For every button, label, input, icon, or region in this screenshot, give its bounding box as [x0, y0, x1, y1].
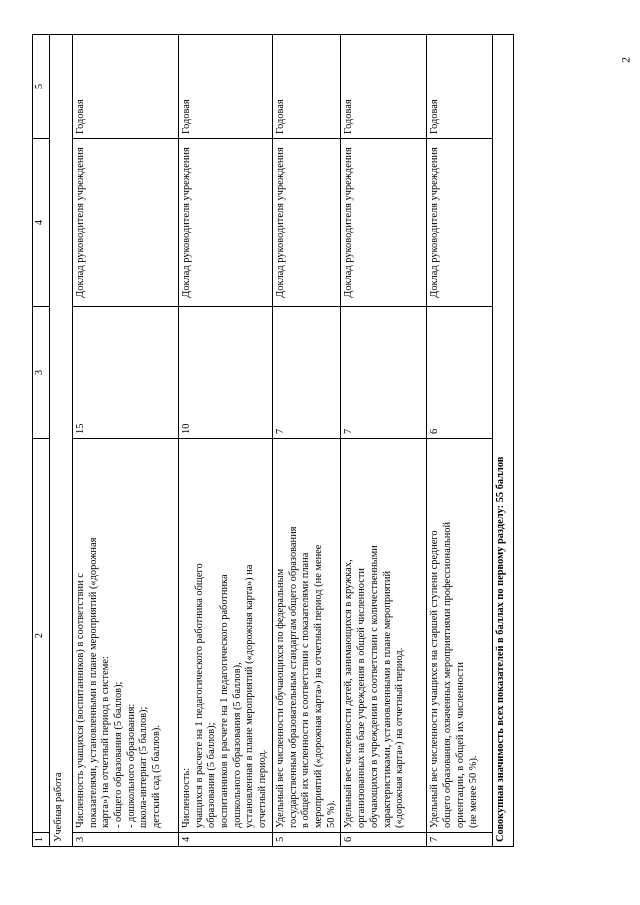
indicator-description	[273, 439, 341, 833]
row-number: 7	[427, 833, 493, 847]
table-row	[341, 35, 427, 847]
description-line: («дорожная карта») на отчетный период.	[394, 647, 406, 828]
description-line: отчетный период.	[257, 749, 269, 828]
indicator-score: 10	[179, 307, 273, 439]
column-number: 5	[33, 35, 50, 139]
indicator-score: 15	[73, 307, 179, 439]
row-number: 5	[273, 833, 341, 847]
indicators-table	[32, 34, 514, 847]
rotated-table-container	[32, 35, 564, 847]
column-number-row	[33, 35, 50, 847]
column-number: 1	[33, 833, 50, 847]
description-line: Численность учащихся (воспитанников) в соответствии с	[75, 573, 86, 828]
indicator-description	[427, 439, 493, 833]
description-line: воспитанников в расчете на 1 педагогического работника	[219, 574, 231, 828]
reporting-period: Годовая	[427, 35, 493, 139]
description-line: Удельный вес численности учащихся на старшей ступени среднего	[429, 530, 441, 828]
table-row	[73, 35, 179, 847]
data-source: Доклад руководителя учреждения	[273, 139, 341, 307]
description-line: 50 %).	[325, 800, 337, 828]
data-source: Доклад руководителя учреждения	[179, 139, 273, 307]
indicator-description	[341, 439, 427, 833]
description-line: общего образования, охваченных мероприятиями профессиональной	[442, 521, 454, 828]
row-number: 6	[341, 833, 427, 847]
data-source: Доклад руководителя учреждения	[341, 139, 427, 307]
column-number: 3	[33, 307, 50, 439]
description-line: в общей их численности в соответствии с показателями плана	[300, 552, 312, 828]
table-row	[427, 35, 493, 847]
table-row	[179, 35, 273, 847]
indicator-description	[179, 439, 273, 833]
description-line: школа-интернат (5 баллов);	[138, 706, 150, 828]
description-line: установленная в плане мероприятий («дорожная карта») на	[244, 564, 256, 828]
section-title: Учебная работа	[50, 35, 73, 847]
page-number: 2	[618, 57, 633, 63]
column-number: 4	[33, 139, 50, 307]
row-number: 4	[179, 833, 273, 847]
description-line: карта») на отчетный период в системе:	[100, 656, 112, 828]
description-line: мероприятий («дорожная карта») на отчетный период (не менее	[313, 544, 325, 828]
description-line: Численность:	[181, 767, 192, 828]
total-significance: Совокупная значимость всех показателей в баллах по первому разделу: 55 баллов	[493, 35, 514, 847]
description-line: (не менее 50 %).	[467, 755, 479, 828]
column-number: 2	[33, 439, 50, 833]
indicator-description	[73, 439, 179, 833]
row-number: 3	[73, 833, 179, 847]
description-line: характеристиками, установленными в плане мероприятий	[381, 570, 393, 828]
description-line: обучающихся в учреждении в соответствии с количественными	[368, 545, 380, 828]
description-line: Удельный вес численности обучающихся по федеральным	[275, 568, 286, 828]
section-row	[50, 35, 73, 847]
total-row	[493, 35, 514, 847]
description-line: Удельный вес численности детей, занимающихся в кружках,	[343, 559, 355, 828]
data-source: Доклад руководителя учреждения	[73, 139, 179, 307]
indicator-score: 6	[427, 307, 493, 439]
indicator-score: 7	[273, 307, 341, 439]
table-row	[273, 35, 341, 847]
description-line: учащихся в расчете на 1 педагогического работника общего	[193, 563, 205, 828]
description-line: - дошкольного образования:	[125, 703, 137, 828]
description-line: государственным образовательным стандартам общего образования	[287, 526, 299, 828]
description-line: - общего образования (5 баллов);	[113, 681, 125, 828]
description-line: дошкольного образования (5 баллов),	[231, 662, 243, 828]
reporting-period: Годовая	[73, 35, 179, 139]
reporting-period: Годовая	[341, 35, 427, 139]
indicator-score: 7	[341, 307, 427, 439]
data-source: Доклад руководителя учреждения	[427, 139, 493, 307]
description-line: образования (5 баллов);	[206, 722, 218, 828]
description-line: детский сад (5 баллов).	[151, 725, 163, 828]
description-line: ориентации, в общей их численности	[454, 662, 466, 828]
description-line: показателями, установленными в плане мероприятий («дорожная	[87, 537, 99, 828]
reporting-period: Годовая	[273, 35, 341, 139]
description-line: организованных на базе учреждения в общей численности	[356, 568, 368, 828]
reporting-period: Годовая	[179, 35, 273, 139]
